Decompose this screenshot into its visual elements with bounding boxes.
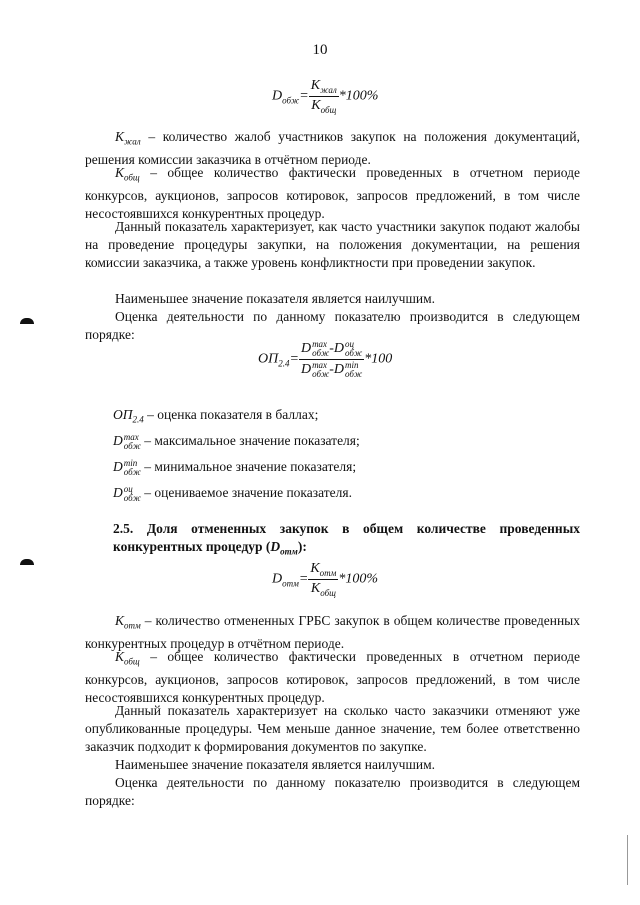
binder-hole-mark-bottom <box>20 559 34 565</box>
legend-score: $ОП_{2.4}$ – оценка показателя в баллах; <box>113 407 319 425</box>
page-number: 10 <box>312 42 328 58</box>
section-heading-2-5: 2.5. Доля отмененных закупок в общем количестве проведенных конкурентных процедур $(D_{отм})$: <box>113 521 580 557</box>
legend-evaluated: D оц обж – оцениваемое значение показателя. <box>113 483 352 503</box>
paragraph-best-value-2: Наименьшее значение показателя является наилучшим. <box>115 757 435 772</box>
paragraph-evaluation-order: Оценка деятельности по данному показателю производится в следующем порядке: <box>85 309 580 342</box>
paragraph-evaluation-order-2: Оценка деятельности по данному показателю производится в следующем порядке: <box>85 775 580 808</box>
legend-max: D max обж – максимальное значение показателя; <box>113 431 360 451</box>
definition-k-cancelled: $K_{отм}$ – количество отмененных ГРБС закупок в общем количестве проведенных конкурентных процедур в отчётном периоде. <box>85 613 580 651</box>
formula-score-2-4: $ОП_{2.4}=$ D max обж -D оц обж D max обж -D min обж *100 <box>258 339 393 379</box>
paragraph-cancel-description: Данный показатель характеризует на сколько часто заказчики отменяют уже опубликованные процедуры. Чем меньше данное значение, тем более ответственно заказчик подходит к формирования документов по закупке. <box>85 703 580 754</box>
binder-hole-mark-top <box>20 318 34 324</box>
definition-k-complaints: $K_{жал}$ – количество жалоб участников закупок на положения документаций, решения комиссии заказчика в отчётном периоде. <box>85 129 580 167</box>
paragraph-best-value: Наименьшее значение показателя является наилучшим. <box>115 291 435 306</box>
definition-k-total: $K_{общ}$ – общее количество фактически проведенных в отчетном периоде конкурсов, аукционов, запросов котировок, запросов предложений, в том числе несостоявшихся конкурентных процедур. <box>85 165 580 221</box>
formula-complaints-share: $D_{обж}=$ $\frac{K_{жал}}{K_{общ}}$ *100% <box>272 78 379 115</box>
paragraph-complaints-description: Данный показатель характеризует, как часто участники закупок подают жалобы на проведение процедуры закупки, на положения документации, на решения комиссии заказчика, а также уровень конфликтности при проведении закупок. <box>85 219 580 270</box>
legend-min: D min обж – минимальное значение показателя; <box>113 457 357 477</box>
scan-edge-line <box>627 835 628 885</box>
formula-cancelled-share: $D_{отм}=$ $\frac{K_{отм}}{K_{общ}}$ *100% <box>272 561 379 598</box>
definition-k-total-2: $K_{общ}$ – общее количество фактически проведенных в отчетном периоде конкурсов, аукционов, запросов котировок, запросов предложений, в том числе несостоявшихся конкурентных процедур. <box>85 649 580 705</box>
